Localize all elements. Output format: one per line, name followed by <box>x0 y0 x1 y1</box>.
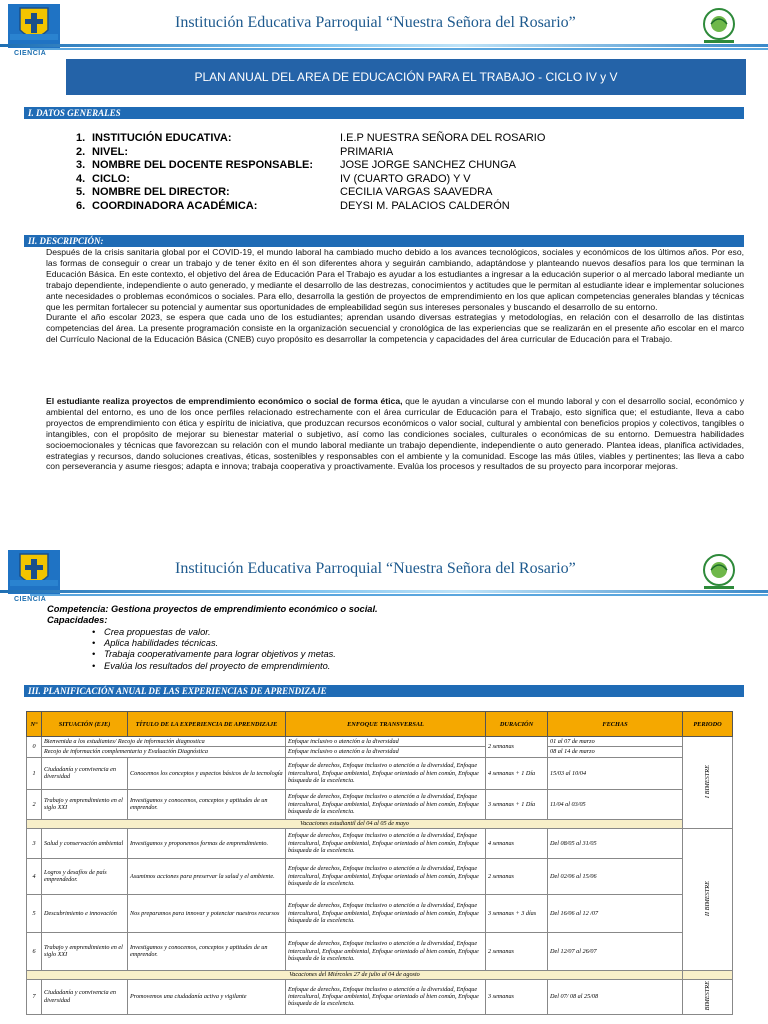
plan-banner: PLAN ANUAL DEL AREA DE EDUCACIÓN PARA EL TRABAJO - CICLO IV y V <box>66 59 746 95</box>
section-descripcion: II. DESCRIPCIÓN: <box>24 235 744 247</box>
datos-row: 5. NOMBRE DEL DIRECTOR: CECILIA VARGAS SAAVEDRA <box>76 186 493 199</box>
table-row: 6 Trabajo y emprendimiento en el siglo XXI Investigamos y conocemos, conceptos y aptitudes de un emprendor. Enfoque de derechos, Enfoque inclusivo o atención a la diversidad, Enfoque intercultural, Enfoque ambiental, Enfoque orientado al bien común, Enfoque búsqueda de la excelencia. 2 semanas Del 12/07 al 26/07 <box>27 932 733 970</box>
school-title: Institución Educativa Parroquial “Nuestra Señora del Rosario” <box>175 560 576 577</box>
periodo-cell: I BIMESTRE <box>683 737 733 829</box>
periodo-cell: BIMESTRE <box>683 979 733 1014</box>
table-row: 0 Bienvenida a los estudiantes/ Recojo de información diagnostica Enfoque inclusivo o atención a la diversidad 2 semanas 01 al 07 de marzo I BIMESTRE <box>27 737 733 747</box>
perfil-paragraph: El estudiante realiza proyectos de emprendimiento económico o social de forma ética, que le ayudan a vincularse con el mundo laboral y con el desarrollo social, económico y ambiental del entorno, es uno de los once perfiles relacionado estrechamente con el área curricular de Educación para el Trabajo, esto significa que; el estudiante, lleva a cabo proyectos de emprendimiento con ética y espíritu de iniciativa, que produzcan recursos económicos o valor social, cultural y ambiental con beneficios propios y colectivos, tangibles o intangibles, con el propósito de mejorar su bienestar material o subjetivo, así como las condiciones sociales, culturales o económicas de su entorno. Demuestra habilidades socioemocionales y técnicas que favorezcan su relación con el mundo laboral mediante un trabajo dependiente, independiente o auto generado. Plantea ideas, planifica actividades, estrategias y recursos, dando soluciones creativas, éticas, sostenibles y responsables con el ambiente y la comunidad. Escoge las más útiles, viables y pertinentes; las lleva a cabo con perseverancia y asume riesgos; adapta e innova; trabaja cooperativa y proactivamente. Evalúa los procesos y resultados de su proyecto para incorporar mejoras. <box>46 396 744 472</box>
descripcion-paragraph-1: Después de la crisis sanitaria global por el COVID-19, el mundo laboral ha cambiado mucho debido a los avances tecnológicos, sociales y económicos de los últimos años. Por eso, las formas de conseguir o crear un trabajo y de tener éxito en él son diferentes ahora y seguirán cambiando, adaptándose y planteando nuevos desafíos para los que terminan la Educación Básica. En este contexto, el objetivo del área de Educación Para el Trabajo es ayudar a los estudiantes a ingresar a la educación superior o al mercado laboral mediante un trabajo dependiente, independiente o auto generado, y mediante el desarrollo de las destrezas, conocimientos y actitudes que le permitan al estudiante idear e implementar soluciones ante necesidades o problemas económicos o sociales. Para ello, desarrolla la gestión de proyectos de emprendimiento en los que aplican competencias generales blandas y técnicas que les permitan fortalecer su potencial y aumentar sus oportunidades de empleabilidad según sus intereses personales y buscando el desarrollo de su entorno. Durante el año escolar 2023, se espera que cada uno de los estudiantes; aprendan usando diversas estrategias y metodologías, en relación con el desarrollo de las distintas competencias del área. La presente programación consiste en la organización secuencial y cronológica de las experiencias que se realizarán en el presente año escolar en el marco del Currículo Nacional de la Educación Básica (CNEB) cuyo propósito es desarrollar la competencia y capacidades del área curricular de Educación para el Trabajo. <box>46 247 744 345</box>
table-row: 7 Ciudadanía y convivencia en diversidad Promovemos una ciudadanía activa y vigilante Enfoque de derechos, Enfoque inclusivo o atención a la diversidad, Enfoque intercultural, Enfoque ambiental, Enfoque orientado al bien común, Enfoque búsqueda de la excelencia. 3 semanas Del 07/ 08 al 25/08 BIMESTRE <box>27 979 733 1014</box>
logo-tag: CIENCIA <box>14 50 47 57</box>
column-header: SITUACIÓN (EJE) <box>42 712 128 737</box>
page-2 <box>0 546 768 1024</box>
district-seal-icon <box>696 6 742 46</box>
column-header: PERIODO <box>683 712 733 737</box>
logo-tag: CIENCIA <box>14 596 47 603</box>
table-row: 2 Trabajo y emprendimiento en el siglo XXI Investigamos y conocemos, conceptos y aptitudes de un emprendor. Enfoque de derechos, Enfoque inclusivo o atención a la diversidad, Enfoque intercultural, Enfoque ambiental, Enfoque orientado al bien común, Enfoque búsqueda de la excelencia. 3 semanas + 1 Día 11/04 al 03/05 <box>27 789 733 819</box>
datos-row: 1. INSTITUCIÓN EDUCATIVA: I.E.P NUESTRA SEÑORA DEL ROSARIO <box>76 132 546 144</box>
list-item: • Evalúa los resultados del proyecto de emprendimiento. <box>104 661 336 672</box>
datos-row: 3. NOMBRE DEL DOCENTE RESPONSABLE: JOSE JORGE SANCHEZ CHUNGA <box>76 159 517 172</box>
header-rule-thin <box>30 594 768 596</box>
header-rule-thin <box>30 48 768 50</box>
district-seal-icon <box>696 552 742 592</box>
column-header: FECHAS <box>548 712 683 737</box>
column-header: ENFOQUE TRANSVERSAL <box>286 712 486 737</box>
header-rule <box>0 590 768 593</box>
datos-row: 2. NIVEL: PRIMARIA <box>76 145 394 158</box>
competencia-line: Competencia: Gestiona proyectos de emprendimiento económico o social. <box>47 604 378 614</box>
page-header <box>0 546 768 603</box>
section-planificacion: III. PLANIFICACIÓN ANUAL DE LAS EXPERIENCIAS DE APRENDIZAJE <box>24 685 744 697</box>
page-header <box>0 0 768 57</box>
school-title: Institución Educativa Parroquial “Nuestra Señora del Rosario” <box>175 14 576 31</box>
datos-row: 6. COORDINADORA ACADÉMICA: DEYSI M. PALACIOS CALDERÓN <box>76 199 510 212</box>
capacidades-title: Capacidades: <box>47 615 108 625</box>
vacation-row: Vacaciones estudiantil del 04 al 05 de mayo <box>27 819 733 828</box>
column-header: N° <box>27 712 42 737</box>
column-header: DURACIÓN <box>486 712 548 737</box>
periodo-cell: II BIMESTRE <box>683 828 733 970</box>
list-item: • Trabaja cooperativamente para lograr objetivos y metas. <box>104 649 336 660</box>
table-row: 5 Descubrimiento e innovación Nos preparamos para innovar y potenciar nuestros recursos Enfoque de derechos, Enfoque inclusivo o atención a la diversidad, Enfoque intercultural, Enfoque ambiental, Enfoque orientado al bien común, Enfoque búsqueda de la excelencia. 3 semanas + 3 días Del 16/06 al 12 /07 <box>27 894 733 932</box>
table-row: 4 Logros y desafíos de país emprendedor. Asumimos acciones para preservar la salud y el ambiente. Enfoque de derechos, Enfoque inclusivo o atención a la diversidad, Enfoque intercultural, Enfoque ambiental, Enfoque orientado al bien común, Enfoque búsqueda de la excelencia. 2 semanas Del 02/06 al 15/06 <box>27 858 733 894</box>
planificacion-table <box>26 711 733 1015</box>
datos-generales-list <box>76 132 545 214</box>
school-shield-logo-icon <box>8 550 60 594</box>
capacidades-list <box>104 627 336 672</box>
table-row: 3 Salud y conservación ambiental Investigamos y proponemos formas de emprendimiento. Enfoque de derechos, Enfoque inclusivo o atención a la diversidad, Enfoque intercultural, Enfoque ambiental, Enfoque orientado al bien común, Enfoque búsqueda de la excelencia. 4 semanas Del 08/05 al 31/05 II BIMESTRE <box>27 828 733 858</box>
header-rule <box>0 44 768 47</box>
page-gap <box>0 538 768 546</box>
table-row: Recojo de información complementaria y Evaluación Diagnóstica Enfoque inclusivo o atención a la diversidad 08 al 14 de marzo <box>27 747 733 757</box>
list-item: • Crea propuestas de valor. <box>104 627 336 638</box>
datos-row: 4. CICLO: IV (CUARTO GRADO) Y V <box>76 172 471 185</box>
column-header: TÍTULO DE LA EXPERIENCIA DE APRENDIZAJE <box>128 712 286 737</box>
school-shield-logo-icon <box>8 4 60 48</box>
section-datos-generales: I. DATOS GENERALES <box>24 107 744 119</box>
table-header-row <box>27 712 733 737</box>
list-item: • Aplica habilidades técnicas. <box>104 638 336 649</box>
vacation-row: Vacaciones del Miércoles 27 de julio al 04 de agosto <box>27 970 733 979</box>
table-row: 1 Ciudadanía y convivencia en diversidad Conocemos los conceptos y aspectos básicos de la tecnología Enfoque de derechos, Enfoque inclusivo o atención a la diversidad, Enfoque intercultural, Enfoque ambiental, Enfoque orientado al bien común, Enfoque búsqueda de la excelencia. 4 semanas + 1 Día 15/03 al 10/04 <box>27 757 733 789</box>
